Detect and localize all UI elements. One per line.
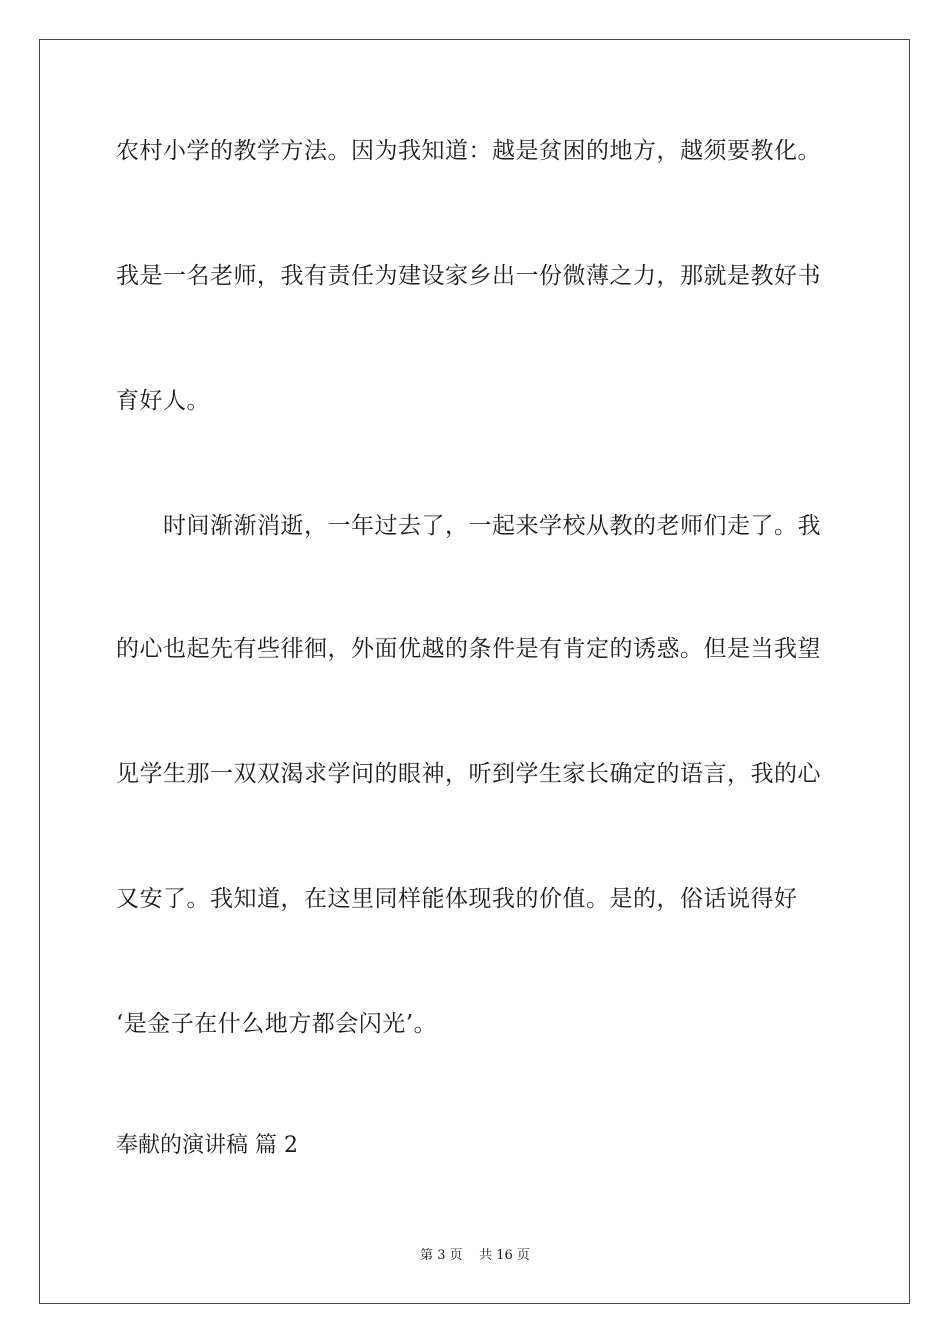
section-heading: 奉献的演讲稿 篇 2 (116, 1133, 298, 1158)
page-frame (39, 39, 910, 1304)
paragraph-line: 又安了。我知道，在这里同样能体现我的价值。是的，俗话说得好 (116, 886, 798, 912)
paragraph-line: ‘是金子在什么地方都会闪光’。 (116, 1011, 438, 1037)
paragraph-line: 我是一名老师，我有责任为建设家乡出一份微薄之力，那就是教好书 (116, 263, 821, 289)
paragraph-line: 见学生那一双双渴求学问的眼神，听到学生家长确定的语言，我的心 (116, 761, 821, 787)
paragraph-line: 农村小学的教学方法。因为我知道：越是贫困的地方，越须要教化。 (116, 138, 821, 164)
paragraph-line: 的心也起先有些徘徊，外面优越的条件是有肯定的诱惑。但是当我望 (116, 636, 821, 662)
paragraph-line: 育好人。 (116, 388, 210, 414)
paragraph-line: 时间渐渐消逝，一年过去了，一起来学校从教的老师们走了。我 (163, 513, 821, 539)
page-number: 第 3 页 共 16 页 (420, 1248, 530, 1263)
